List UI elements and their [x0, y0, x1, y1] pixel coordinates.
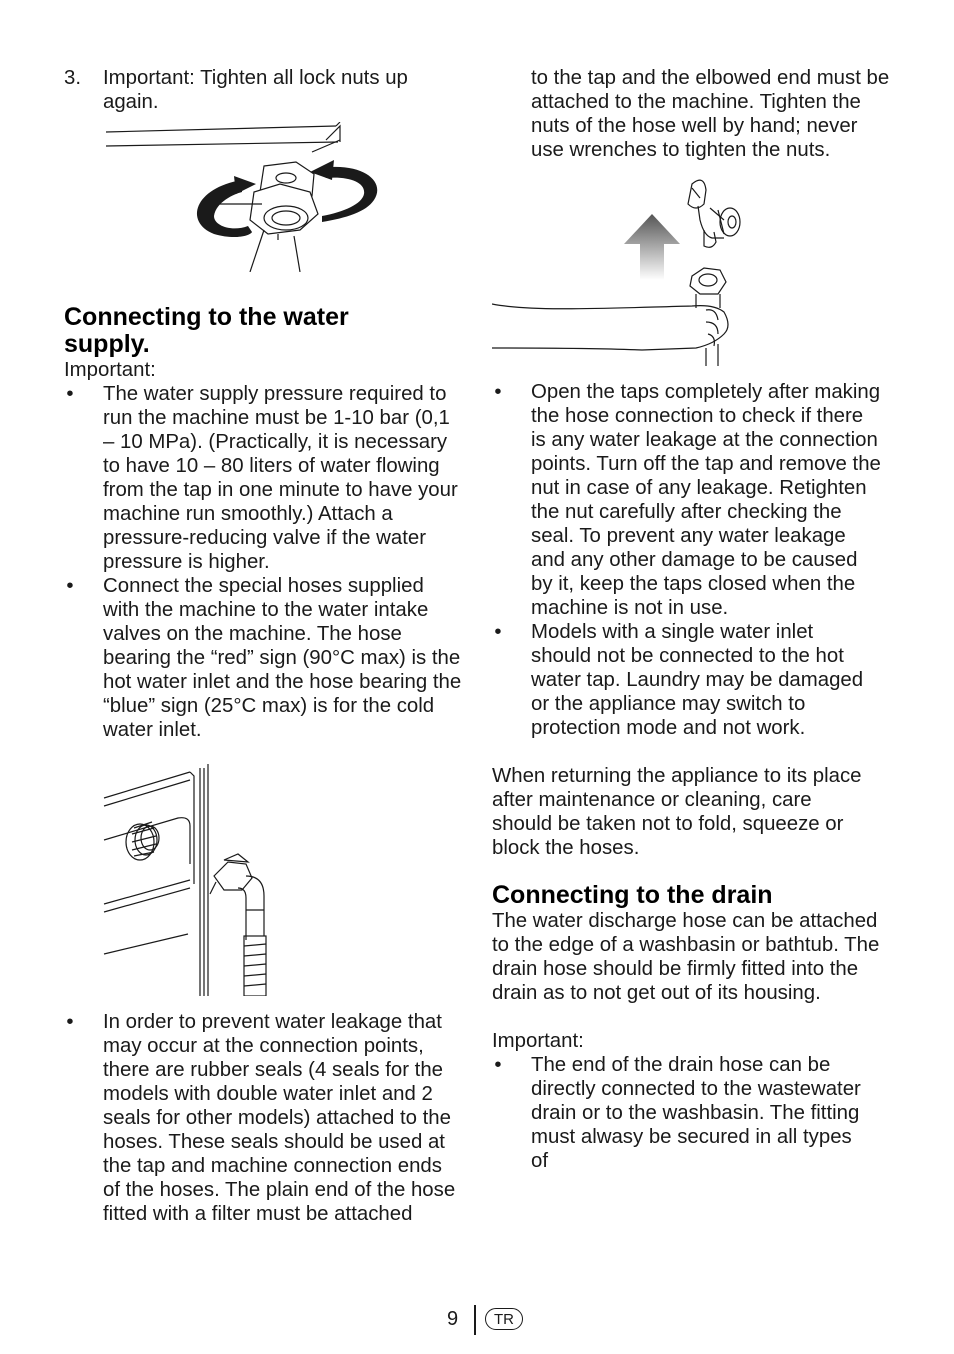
drain-bullet: [492, 1053, 892, 1173]
bullet-dot: [64, 382, 103, 574]
step-number: 3.: [64, 67, 82, 89]
right-column: [492, 66, 892, 1173]
bullet-text: Open the taps completely after making the hose connection to check if there is any water leakage at the connection points. Turn off the tap and remove the nut in case of any leakage. Retighten the nut carefully after checking the seal. To prevent any water leakage and any other damage to be caused by it, keep the taps closed when the machine is not in use.: [531, 381, 881, 619]
drain-section: [492, 882, 892, 1173]
left-column: [64, 66, 464, 1226]
drain-body: The water discharge hose can be attached to the edge of a washbasin or bathtub. The drain hose should be firmly fitted into the drain as to not get out of its housing.: [492, 910, 880, 1004]
tap-bullet: [492, 620, 892, 740]
bullet-dot: [64, 574, 103, 742]
continuation-text: to the tap and the elbowed end must be attached to the machine. Tighten the nuts of the hose well by hand; never use wrenches to tighten the nuts.: [531, 67, 890, 161]
water-supply-intro: Important:: [64, 359, 156, 381]
bullet-dot: [492, 380, 531, 620]
lock-nut-illustration: [64, 122, 464, 272]
tap-bullets: [492, 380, 892, 740]
footer-divider: [474, 1305, 476, 1335]
machine-inlet-illustration: [64, 764, 464, 996]
page-number: 9: [447, 1308, 459, 1330]
bullet-dot: [64, 1010, 103, 1226]
step-3: [64, 66, 454, 114]
water-supply-bullet: [64, 382, 464, 574]
bullet-dot: [492, 620, 531, 740]
tap-bullet: [492, 380, 892, 620]
drain-heading: Connecting to the drain: [492, 881, 773, 909]
bullet-dot: [492, 1053, 531, 1173]
continuation-block: [492, 66, 892, 162]
water-supply-bullet: [64, 1010, 464, 1226]
bullet-text: The water supply pressure required to run the machine must be 1-10 bar (0,1 – 10 MPa). (Practically, it is necessary to have 10 – 80 liters of water flowing from the tap in one minute to have your machine run smoothly.) Attach a pressure-reducing valve if the water pressure is higher.: [103, 383, 458, 573]
language-badge: TR: [485, 1308, 523, 1330]
water-supply-heading: Connecting to the water supply.: [64, 303, 349, 358]
tap-hose-illustration: [492, 176, 892, 366]
bullet-text: Connect the special hoses supplied with the machine to the water intake valves on the machine. The hose bearing the “red” sign (90°C max) is the hot water inlet and the hose bearing the “blue” sign (25°C max) is for the cold water inlet.: [103, 575, 462, 741]
drain-intro: Important:: [492, 1030, 584, 1052]
returning-note: When returning the appliance to its place after maintenance or cleaning, care should be taken not to fold, squeeze or block the hoses.: [492, 765, 862, 859]
bullet-text: The end of the drain hose can be directly connected to the wastewater drain or to the washbasin. The fitting must alwasy be secured in all types of: [531, 1054, 861, 1172]
water-supply-bullet: [64, 574, 464, 742]
water-supply-section: [64, 304, 464, 742]
page-footer: [0, 1305, 954, 1335]
bullet-text: In order to prevent water leakage that may occur at the connection points, there are rubber seals (4 seals for the models with double water inlet and 2 seals for other models) attached to the hoses. These seals should be used at the tap and machine connection ends of the hoses. The plain end of the hose fitted with a filter must be attached: [103, 1011, 456, 1225]
step-text: Important: Tighten all lock nuts up again.: [103, 67, 408, 113]
bullet-text: Models with a single water inlet should not be connected to the hot water tap. Laundry may be damaged or the appliance may switch to protection mode and not work.: [531, 621, 864, 739]
